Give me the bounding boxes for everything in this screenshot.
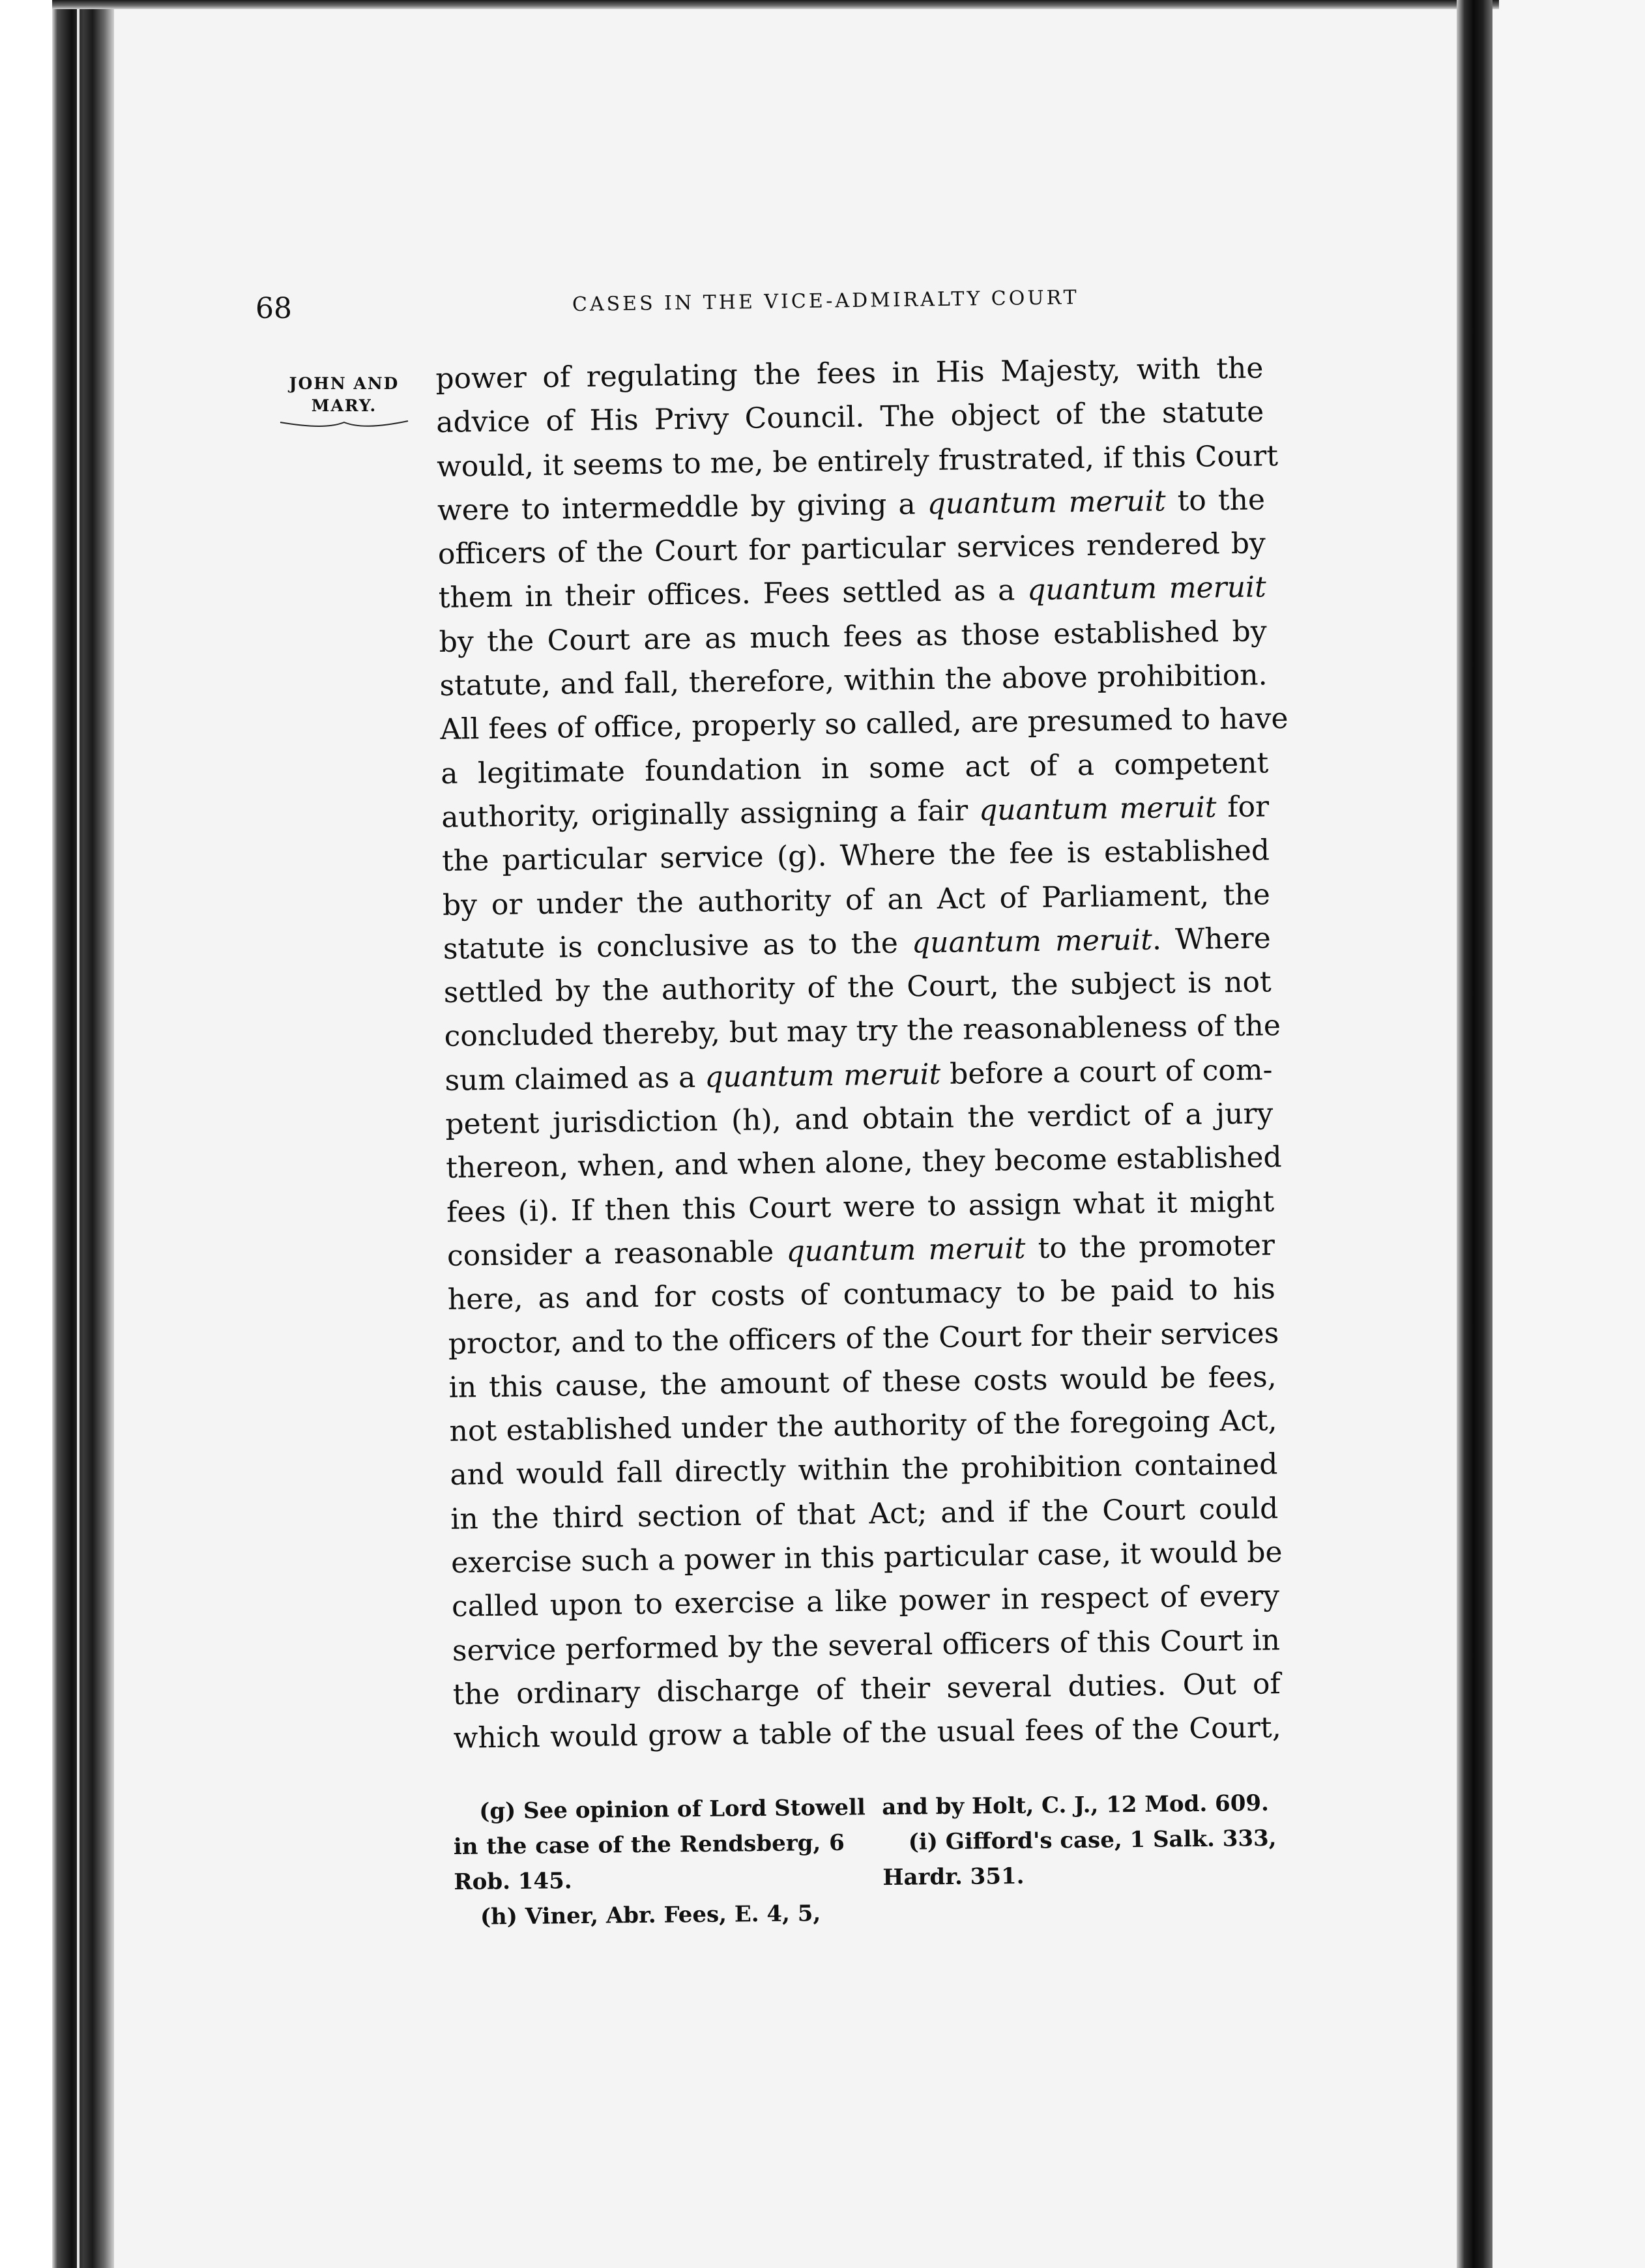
body-line: the particular service (g). Where the fee is established [441, 834, 1270, 879]
footnote-line: Hardr. 351. [882, 1863, 1025, 1891]
body-line: advice of His Privy Council. The object of the statute [435, 395, 1264, 440]
italic-phrase: quantum meruit [1026, 570, 1267, 607]
margin-note-line-1: JOHN AND [289, 374, 400, 393]
footnote-line: and by Holt, C. J., 12 Mod. 609. [882, 1790, 1270, 1821]
footnote-line: (i) Gifford's case, 1 Salk. 333, [908, 1825, 1277, 1855]
body-line: authority, originally assigning a fair quantum meruit for [441, 790, 1270, 834]
body-line: concluded thereby, but may try the reasonableness of the [444, 1009, 1281, 1054]
body-line: consider a reasonable quantum meruit to the promoter [446, 1228, 1275, 1273]
body-line: proctor, and to the officers of the Court for their services [448, 1316, 1279, 1361]
body-line: by or under the authority of an Act of Parliament, the [442, 877, 1271, 922]
body-line: power of regulating the fees in His Majesty, with the [435, 351, 1264, 396]
margin-note-line-2: MARY. [311, 396, 377, 415]
footnote-line: in the case of the Rendsberg, 6 [453, 1829, 845, 1860]
body-line: All fees of office, properly so called, are presumed to have [440, 702, 1288, 747]
body-line: a legitimate foundation in some act of a competent [441, 746, 1269, 791]
book-fore-edge [1457, 0, 1492, 2268]
body-line: the ordinary discharge of their several duties. Out of [452, 1667, 1281, 1711]
body-line: would, it seems to me, be entirely frustrated, if this Court [436, 439, 1279, 484]
footnote-line: (g) See opinion of Lord Stowell [479, 1794, 866, 1825]
margin-note [279, 373, 409, 428]
body-line: called upon to exercise a like power in respect of every [451, 1579, 1280, 1624]
body-line: by the Court are as much fees as those established by [439, 615, 1267, 659]
italic-phrase: quantum meruit [927, 484, 1166, 521]
footnote-line: Rob. 145. [454, 1868, 572, 1895]
body-line: were to intermeddle by giving a quantum meruit to the [437, 483, 1266, 527]
footnotes-right-column [882, 1786, 1277, 1895]
italic-phrase: quantum meruit [786, 1232, 1026, 1269]
body-line: statute, and fall, therefore, within the above prohibition. [439, 658, 1268, 703]
body-line: statute is conclusive as to the quantum meruit. Where [443, 922, 1272, 966]
body-line: settled by the authority of the Court, the subject is not [443, 965, 1272, 1010]
body-line: fees (i). If then this Court were to assign what it might [446, 1184, 1275, 1229]
body-line: service performed by the several officers of this Court in [452, 1623, 1281, 1668]
body-line: in the third section of that Act; and if the Court could [450, 1491, 1279, 1536]
body-line: which would grow a table of the usual fees of the Court, [453, 1711, 1281, 1756]
body-line: them in their offices. Fees settled as a quantum meruit [438, 570, 1267, 615]
italic-phrase: quantum meruit [705, 1057, 941, 1094]
margin-note-swash [279, 418, 409, 428]
footnotes-left-column [453, 1790, 866, 1935]
book-binding-edge [52, 0, 114, 2268]
italic-phrase: quantum meruit [978, 791, 1217, 828]
facing-page-edge [1492, 0, 1645, 2268]
body-line: in this cause, the amount of these costs would be fees, [448, 1360, 1277, 1404]
body-line: thereon, when, and when alone, they become established [445, 1141, 1282, 1185]
page-number: 68 [255, 292, 292, 325]
footnote-line: (h) Viner, Abr. Fees, E. 4, 5, [480, 1900, 821, 1930]
body-line: officers of the Court for particular services rendered by [437, 527, 1266, 572]
body-line: not established under the authority of the foregoing Act, [449, 1404, 1277, 1448]
body-text [435, 346, 1288, 1760]
italic-phrase: quantum meruit [911, 923, 1153, 960]
body-line: here, as and for costs of contumacy to be paid to his [447, 1272, 1276, 1317]
body-line: petent jurisdiction (h), and obtain the verdict of a jury [445, 1097, 1274, 1141]
page-top-edge [52, 0, 1499, 9]
body-line: exercise such a power in this particular case, it would be [450, 1535, 1283, 1580]
running-title: CASES IN THE VICE-ADMIRALTY COURT [572, 286, 1079, 316]
body-line: sum claimed as a quantum meruit before a court of com- [444, 1053, 1273, 1098]
body-line: and would fall directly within the prohibition contained [450, 1447, 1278, 1492]
